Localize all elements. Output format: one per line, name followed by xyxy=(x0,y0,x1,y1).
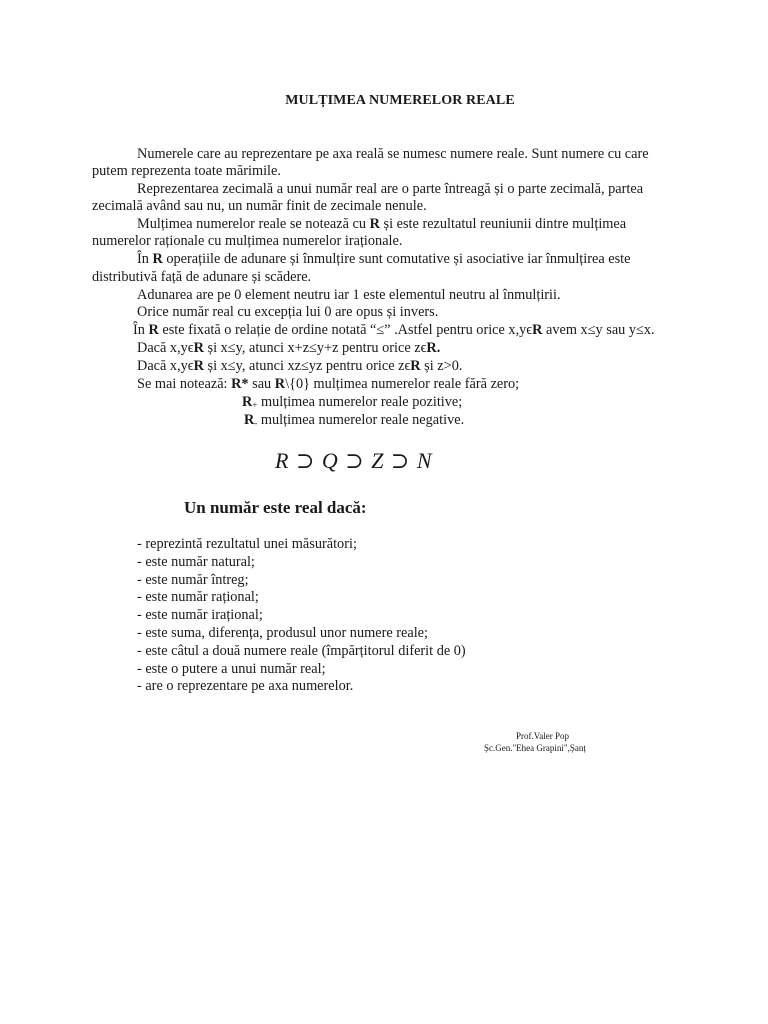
bold-r: R xyxy=(532,322,543,338)
paragraph-line: Reprezentarea zecimală a unui număr real are o parte întreagă și o parte zecimală, partea xyxy=(137,181,644,197)
list-item: - este suma, diferența, produsul unor numere reale; xyxy=(137,624,428,641)
bold-r: R xyxy=(410,358,421,374)
criteria-list xyxy=(137,536,466,696)
subscript-minus: - xyxy=(254,418,258,428)
bold-r: R xyxy=(152,251,163,267)
text-run: este fixată o relație de ordine notată “≤” .Astfel pentru orice x,yϵ xyxy=(158,322,533,338)
inclusion-formula: R ⊃ Q ⊃ Z ⊃ N xyxy=(275,448,433,473)
paragraph-line xyxy=(137,251,630,268)
paragraph-line xyxy=(137,376,519,393)
list-item: - este o putere a unui număr real; xyxy=(137,660,326,677)
text-run: mulțimea numerelor reale pozitive; xyxy=(257,394,463,410)
text-run: avem x≤y sau y≤x. xyxy=(542,322,655,338)
paragraph-line: putem reprezenta toate mărimile. xyxy=(92,163,281,179)
page-title: MULȚIMEA NUMERELOR REALE xyxy=(285,93,515,108)
text-run: Mulțimea numerelor reale se notează cu xyxy=(137,216,370,232)
list-item: - este număr natural; xyxy=(137,553,255,570)
bold-r: R xyxy=(244,412,255,428)
text-run: sau xyxy=(248,376,275,392)
text-run: mulțimea numerelor reale negative. xyxy=(257,412,465,428)
paragraph-line: Orice număr real cu excepția lui 0 are opus și invers. xyxy=(137,304,439,320)
text-run: Dacă x,yϵ xyxy=(137,340,194,356)
paragraph-line: numerelor raționale cu mulțimea numerelor iraționale. xyxy=(92,233,403,249)
paragraph-line xyxy=(137,340,440,357)
bold-r: R. xyxy=(426,340,441,356)
text-run: și z>0. xyxy=(420,358,463,374)
paragraph-line: Numerele care au reprezentare pe axa reală se numesc numere reale. Sunt numere cu care xyxy=(137,146,649,162)
bold-r: R xyxy=(369,216,380,232)
paragraph-line xyxy=(242,394,462,414)
text-run: și este rezultatul reuniunii dintre mulțimea xyxy=(379,216,627,232)
text-run: Se mai notează: xyxy=(137,376,232,392)
paragraph-line xyxy=(137,216,626,233)
bold-r-star: R* xyxy=(231,376,249,392)
paragraph-line xyxy=(133,322,655,339)
bold-r: R xyxy=(242,394,253,410)
school-signature: Șc.Gen."Ehea Grapini",Șanț xyxy=(484,743,586,753)
text-run: \{0} mulțimea numerelor reale fără zero; xyxy=(285,376,520,392)
text-run: și x≤y, atunci x+z≤y+z pentru orice zϵ xyxy=(203,340,427,356)
paragraph-line xyxy=(244,412,464,432)
list-item: - este număr rațional; xyxy=(137,589,259,606)
list-item: - este număr întreg; xyxy=(137,571,249,588)
section-heading: Un număr este real dacă: xyxy=(184,498,367,517)
list-item: - este număr irațional; xyxy=(137,607,263,624)
author-signature: Prof.Valer Pop xyxy=(516,731,569,741)
bold-r: R xyxy=(148,322,159,338)
paragraph-line: distributivă față de adunare și scădere. xyxy=(92,269,312,285)
bold-r: R xyxy=(193,340,204,356)
text-run: și x≤y, atunci xz≤yz pentru orice zϵ xyxy=(203,358,411,374)
text-run: În xyxy=(137,251,153,267)
list-item: - are o reprezentare pe axa numerelor. xyxy=(137,678,354,695)
text-run: Dacă x,yϵ xyxy=(137,358,194,374)
text-run: În xyxy=(133,322,149,338)
bold-r: R xyxy=(193,358,204,374)
bold-r: R xyxy=(274,376,286,392)
list-item: - este câtul a două numere reale (împărțitorul diferit de 0) xyxy=(137,642,466,659)
paragraph-line: zecimală având sau nu, un număr finit de zecimale nenule. xyxy=(92,198,427,214)
text-run: operațiile de adunare și înmulțire sunt comutative și asociative iar înmulțirea este xyxy=(162,251,631,267)
paragraph-line: Adunarea are pe 0 element neutru iar 1 este elementul neutru al înmulțirii. xyxy=(137,287,561,303)
subscript-plus: + xyxy=(252,400,258,410)
paragraph-line xyxy=(137,358,462,375)
list-item: - reprezintă rezultatul unei măsurători; xyxy=(137,536,357,552)
